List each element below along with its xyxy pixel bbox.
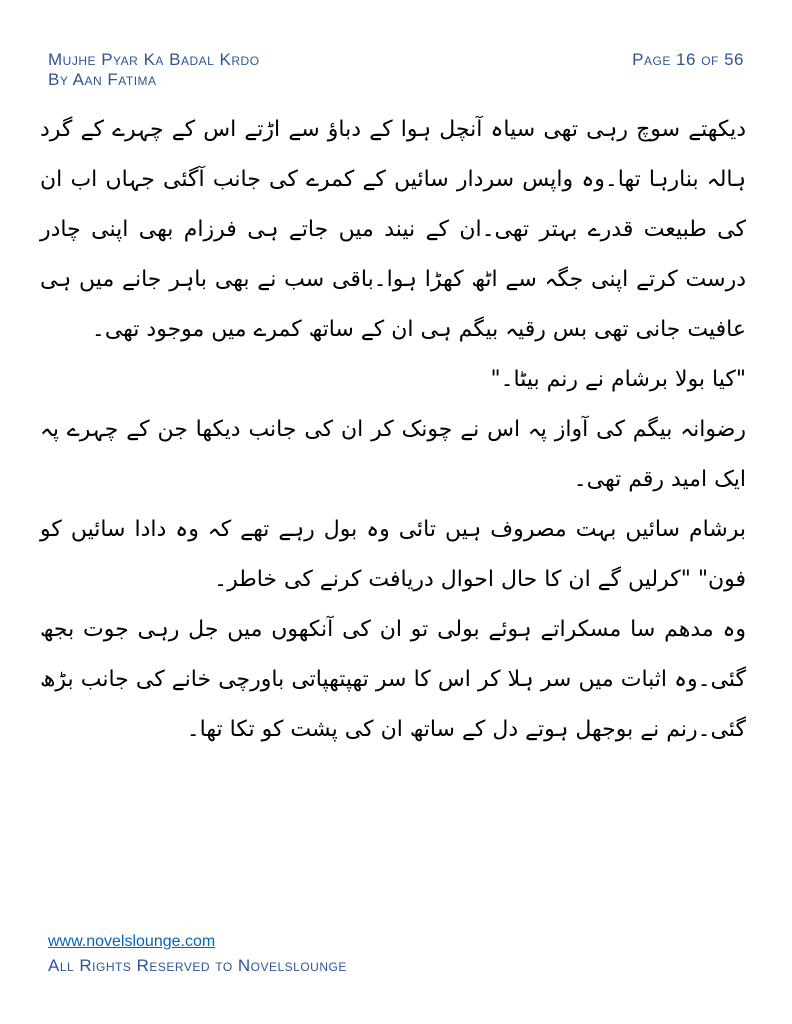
paragraph: رضوانہ بیگم کی آواز پہ اس نے چونک کر ان کی جانب دیکھا جن کے چہرے پہ ایک امید رقم تھی۔ bbox=[40, 417, 746, 492]
story-body bbox=[40, 105, 746, 755]
page-header-left bbox=[48, 50, 260, 90]
rights-notice: All Rights Reserved to Novelslounge bbox=[48, 956, 347, 975]
dialogue-line: "کیا بولا برشام نے رنم بیٹا۔" bbox=[490, 367, 746, 392]
website-link[interactable]: www.novelslounge.com bbox=[48, 933, 216, 950]
dialogue-line: برشام سائیں بہت مصروف ہیں تائی وہ بول رہے تھے کہ وہ دادا سائیں کو فون" "کرلیں گے ان کا حال احوال دریافت کرنے کی خاطر۔ bbox=[40, 517, 746, 592]
novel-author: By Aan Fatima bbox=[48, 70, 157, 89]
page-number: Page 16 of 56 bbox=[632, 50, 744, 69]
novel-title: Mujhe Pyar Ka Badal Krdo bbox=[48, 50, 260, 69]
paragraph: دیکھتے سوچ رہی تھی سیاہ آنچل ہوا کے دباؤ سے اڑتے اس کے چہرے کے گرد ہالہ بنارہا تھا۔وہ واپس سردار سائیں کے کمرے کی جانب آگئی جہاں اب ان کی طبیعت قدرے بہتر تھی۔ان کے نیند میں جاتے ہی فرزام بھی اپنی چادر درست کرتے اپنی جگہ سے اٹھ کھڑا ہوا۔باقی سب نے بھی باہر جانے میں ہی عافیت جانی تھی بس رقیہ بیگم ہی ان کے ساتھ کمرے میں موجود تھی۔ bbox=[40, 117, 746, 342]
paragraph: وہ مدھم سا مسکراتے ہوئے بولی تو ان کی آنکھوں میں جل رہی جوت بجھ گئی۔وہ اثبات میں سر ہلا کر اس کا سر تھپتھپاتی باورچی خانے کی جانب بڑھ گئی۔رنم نے بوجھل ہوتے دل کے ساتھ ان کی پشت کو تکا تھا۔ bbox=[40, 617, 746, 742]
